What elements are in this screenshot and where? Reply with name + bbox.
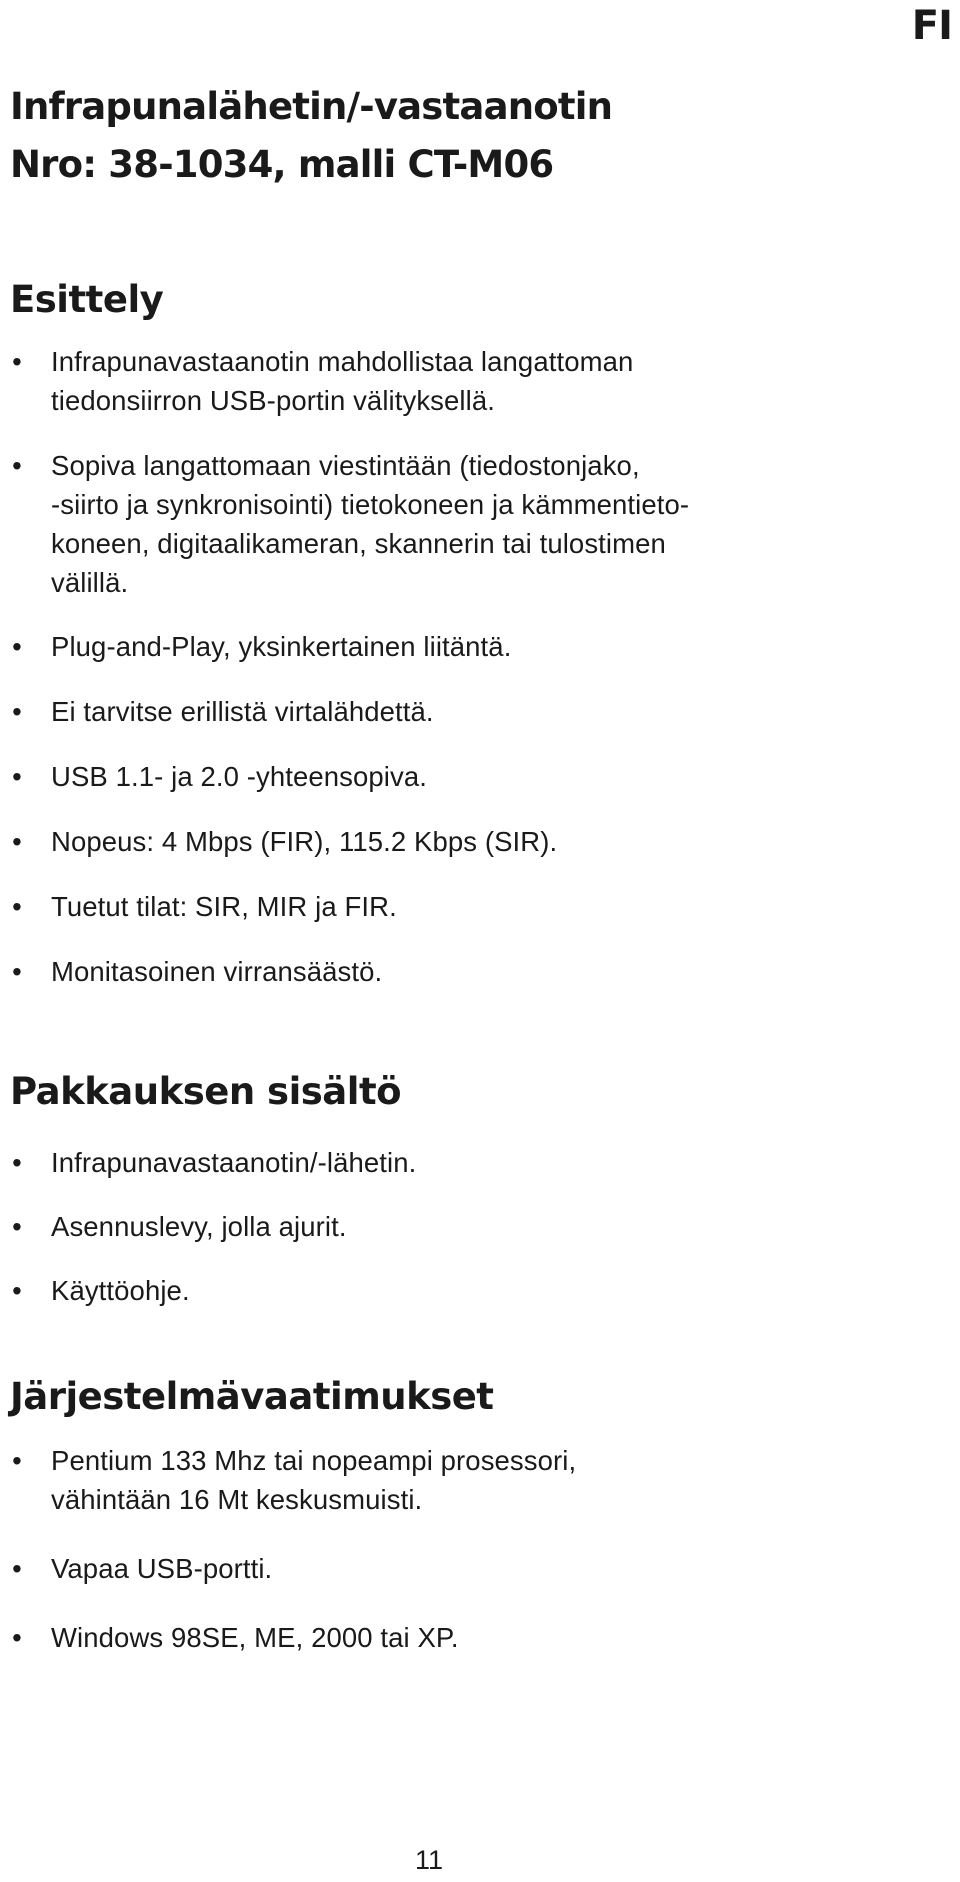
bullet-icon: • bbox=[12, 696, 22, 727]
section-heading-intro: Esittely bbox=[10, 278, 164, 321]
item-line: Nopeus: 4 Mbps (FIR), 115.2 Kbps (SIR). bbox=[51, 826, 558, 857]
bullet-icon: • bbox=[12, 956, 22, 987]
bullet-icon: • bbox=[12, 891, 22, 922]
bullet-icon: • bbox=[12, 1622, 22, 1653]
list-item bbox=[0, 1441, 576, 1519]
bullet-icon: • bbox=[12, 450, 22, 481]
intro-list bbox=[0, 342, 689, 991]
item-line: USB 1.1- ja 2.0 -yhteensopiva. bbox=[51, 761, 427, 792]
list-item bbox=[0, 342, 689, 420]
item-line: Infrapunavastaanotin/-lähetin. bbox=[51, 1147, 417, 1178]
item-line: Asennuslevy, jolla ajurit. bbox=[51, 1211, 347, 1242]
item-line: Plug-and-Play, yksinkertainen liitäntä. bbox=[51, 631, 512, 662]
list-item bbox=[0, 627, 689, 666]
list-item bbox=[0, 757, 689, 796]
title-line-1: Infrapunalähetin/-vastaanotin bbox=[10, 85, 613, 128]
language-tag: FI bbox=[911, 3, 952, 49]
item-line: Monitasoinen virransäästö. bbox=[51, 956, 383, 987]
list-item bbox=[0, 952, 689, 991]
item-line: Pentium 133 Mhz tai nopeampi prosessori, bbox=[51, 1445, 577, 1476]
item-line: Käyttöohje. bbox=[51, 1275, 190, 1306]
list-item bbox=[0, 1207, 416, 1246]
bullet-icon: • bbox=[12, 1275, 22, 1306]
list-item bbox=[0, 692, 689, 731]
bullet-icon: • bbox=[12, 826, 22, 857]
list-item bbox=[0, 446, 689, 602]
package-contents-list bbox=[0, 1143, 416, 1310]
page-number: 11 bbox=[415, 1845, 444, 1875]
item-line: -siirto ja synkronisointi) tietokoneen ja kämmentieto- bbox=[51, 489, 690, 520]
section-heading-system-requirements: Järjestelmävaatimukset bbox=[10, 1375, 494, 1418]
list-item bbox=[0, 822, 689, 861]
section-heading-package-contents: Pakkauksen sisältö bbox=[10, 1070, 402, 1113]
bullet-icon: • bbox=[12, 346, 22, 377]
item-line: Infrapunavastaanotin mahdollistaa langattoman bbox=[51, 346, 634, 377]
list-item bbox=[0, 1143, 416, 1182]
list-item bbox=[0, 1549, 576, 1588]
title-line-2: Nro: 38-1034, malli CT-M06 bbox=[10, 143, 554, 186]
bullet-icon: • bbox=[12, 631, 22, 662]
list-item bbox=[0, 1618, 576, 1657]
item-line: Windows 98SE, ME, 2000 tai XP. bbox=[51, 1622, 459, 1653]
item-line: koneen, digitaalikameran, skannerin tai tulostimen bbox=[51, 528, 666, 559]
item-line: Sopiva langattomaan viestintään (tiedostonjako, bbox=[51, 450, 640, 481]
item-line: vähintään 16 Mt keskusmuisti. bbox=[51, 1484, 423, 1515]
item-line: Ei tarvitse erillistä virtalähdettä. bbox=[51, 696, 434, 727]
list-item bbox=[0, 887, 689, 926]
list-item bbox=[0, 1271, 416, 1310]
bullet-icon: • bbox=[12, 1147, 22, 1178]
bullet-icon: • bbox=[12, 1553, 22, 1584]
item-line: Tuetut tilat: SIR, MIR ja FIR. bbox=[51, 891, 397, 922]
bullet-icon: • bbox=[12, 1445, 22, 1476]
system-requirements-list bbox=[0, 1441, 576, 1657]
bullet-icon: • bbox=[12, 761, 22, 792]
bullet-icon: • bbox=[12, 1211, 22, 1242]
item-line: Vapaa USB-portti. bbox=[51, 1553, 273, 1584]
item-line: välillä. bbox=[51, 567, 129, 598]
document-title bbox=[10, 78, 612, 194]
item-line: tiedonsiirron USB-portin välityksellä. bbox=[51, 385, 495, 416]
